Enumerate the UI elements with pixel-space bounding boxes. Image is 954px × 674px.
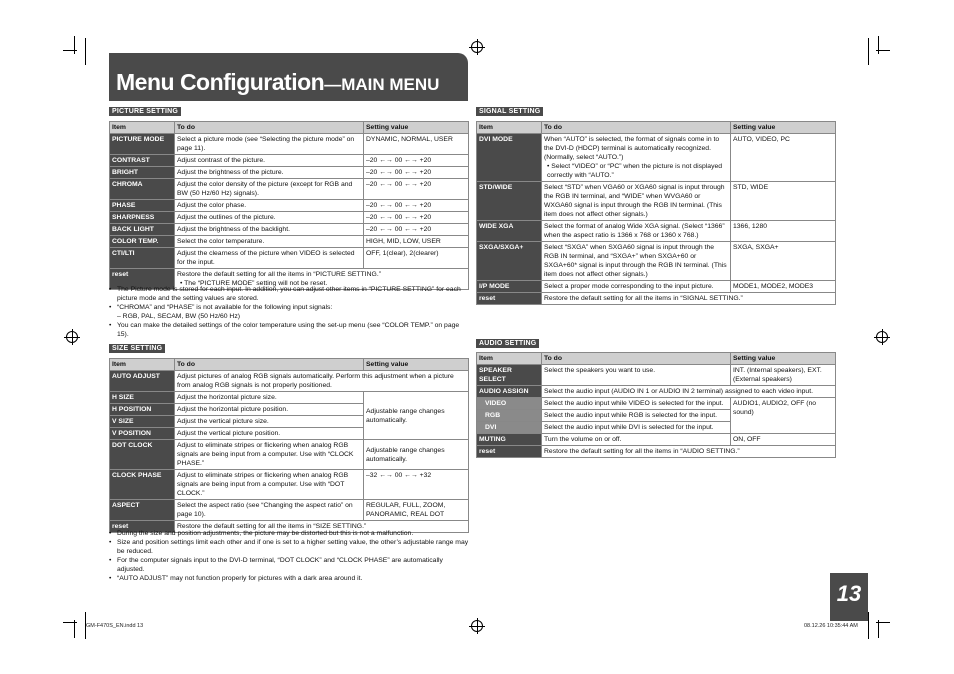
row-value: REGULAR, FULL, ZOOM, PANORAMIC, REAL DOT [364, 500, 469, 521]
row-value: INT. (Internal speakers), EXT. (External speakers) [731, 365, 836, 386]
table-row [477, 134, 836, 182]
picture-setting-tag: PICTURE SETTING [109, 107, 181, 116]
table-row [110, 236, 469, 248]
title-main: Menu Configuration [116, 69, 325, 95]
table-row [110, 179, 469, 200]
row-todo: Turn the volume on or off. [542, 434, 731, 446]
crop-mark [868, 38, 869, 65]
row-item: BRIGHT [110, 167, 175, 179]
row-todo: Adjust the color phase. [175, 200, 364, 212]
row-item: PICTURE MODE [110, 134, 175, 155]
row-todo: Select a proper mode corresponding to the input picture. [542, 281, 731, 293]
row-value: Adjustable range changes automatically. [364, 440, 469, 470]
header-item: Item [477, 353, 542, 365]
picture-notes [109, 285, 468, 339]
row-item: reset [477, 293, 542, 305]
reset-note: • The “PICTURE MODE” setting will not be reset. [180, 280, 328, 287]
row-value: AUDIO1, AUDIO2, OFF (no sound) [731, 398, 836, 434]
row-value: ON, OFF [731, 434, 836, 446]
row-value: HIGH, MID, LOW, USER [364, 236, 469, 248]
registration-mark-icon [66, 331, 78, 343]
row-todo [542, 134, 731, 182]
row-item: SPEAKER SELECT [477, 365, 542, 386]
note: • Size and position settings limit each other and if one is set to a higher setting value, the other’s adjustable range may be reduced. [109, 538, 471, 556]
row-item: DVI [477, 422, 542, 434]
row-item: CONTRAST [110, 155, 175, 167]
header-todo: To do [542, 122, 731, 134]
row-todo: Adjust contrast of the picture. [175, 155, 364, 167]
page-title [109, 53, 468, 101]
table-row [477, 365, 836, 386]
row-todo: Restore the default setting for all the items in “SIZE SETTING.” [175, 521, 469, 533]
table-row [110, 440, 469, 470]
row-todo: Adjust the horizontal picture position. [175, 404, 364, 416]
row-value: OFF, 1(clear), 2(clearer) [364, 248, 469, 269]
header-item: Item [110, 359, 175, 371]
title-sub: —MAIN MENU [324, 75, 440, 94]
footer-file: GM-F470S_EN.indd 13 [86, 623, 144, 629]
row-todo: Select the aspect ratio (see “Changing the aspect ratio” on page 10). [175, 500, 364, 521]
row-item: BACK LIGHT [110, 224, 175, 236]
row-item: DVI MODE [477, 134, 542, 182]
row-todo: Adjust to eliminate stripes or flickering when analog RGB signals are being input from a computer. Use with “CLOCK PHASE.” [175, 440, 364, 470]
reset-note-text: The “PICTURE MODE” setting will not be reset. [184, 280, 328, 287]
crop-mark [74, 620, 75, 638]
row-item: CHROMA [110, 179, 175, 200]
registration-mark-icon [471, 41, 483, 53]
header-value: Setting value [731, 353, 836, 365]
table-row [477, 398, 836, 410]
table-row [110, 248, 469, 269]
note: • The Picture mode is stored for each input. In addition, you can adjust other items in “PICTURE SETTING” for each picture mode and the setting values are stored. [109, 285, 468, 303]
row-todo-text: When “AUTO” is selected, the format of signals come in to the DVI-D (HDCP) terminal is automatically recognized. (Normally, select “AUTO.”) [544, 136, 720, 161]
row-value: AUTO, VIDEO, PC [731, 134, 836, 182]
row-todo: Adjust the outlines of the picture. [175, 212, 364, 224]
table-row [110, 212, 469, 224]
size-setting-table [109, 358, 469, 533]
row-item: CTI/LTI [110, 248, 175, 269]
row-todo: Select the format of analog Wide XGA signal. (Select “1366” when the aspect ratio is 1366 x 768 or 1360 x 768.) [542, 221, 731, 242]
table-row [477, 182, 836, 221]
row-todo: Adjust pictures of analog RGB signals automatically. Perform this adjustment when a picture from analog RGB signals is not properly positioned. [175, 371, 469, 392]
row-item: VIDEO [477, 398, 542, 410]
table-row [110, 224, 469, 236]
row-item: COLOR TEMP. [110, 236, 175, 248]
table-row [110, 134, 469, 155]
table-row [477, 386, 836, 398]
row-value: MODE1, MODE2, MODE3 [731, 281, 836, 293]
note: • For the computer signals input to the DVI-D terminal, “DOT CLOCK” and “CLOCK PHASE” are automatically adjusted. [109, 556, 471, 574]
row-item: SHARPNESS [110, 212, 175, 224]
note-text: “CHROMA” and “PHASE” is not available for the following input signals: [117, 304, 333, 311]
row-item: ASPECT [110, 500, 175, 521]
row-todo: Select the audio input while RGB is selected for the input. [542, 410, 731, 422]
row-item: CLOCK PHASE [110, 470, 175, 500]
row-todo: Adjust the color density of the picture (except for RGB and BW (50 Hz/60 Hz) signals). [175, 179, 364, 200]
row-value: –32 ←→ 00 ←→ +32 [364, 470, 469, 500]
row-todo: Adjust the brightness of the backlight. [175, 224, 364, 236]
crop-mark [74, 36, 75, 54]
row-item: MUTING [477, 434, 542, 446]
table-row [477, 434, 836, 446]
row-item: H POSITION [110, 404, 175, 416]
table-row [477, 293, 836, 305]
registration-mark-icon [471, 620, 483, 632]
row-todo: Select the audio input while VIDEO is selected for the input. [542, 398, 731, 410]
row-value: 1366, 1280 [731, 221, 836, 242]
row-value: Adjustable range changes automatically. [364, 392, 469, 440]
header-todo: To do [175, 122, 364, 134]
reset-todo: Restore the default setting for all the items in “PICTURE SETTING.” [177, 271, 381, 278]
table-row [110, 470, 469, 500]
row-item: I/P MODE [477, 281, 542, 293]
row-value: –20 ←→ 00 ←→ +20 [364, 200, 469, 212]
row-item: AUTO ADJUST [110, 371, 175, 392]
note: • You can make the detailed settings of the color temperature using the set-up menu (see “COLOR TEMP.” on page 15). [109, 321, 468, 339]
row-todo: Select “SXGA” when SXGA60 signal is input through the RGB IN terminal, and “SXGA+” when SXGA+60 or SXGA+60* signal is input through the RGB IN terminal. (This item does not affect other signals.) [542, 242, 731, 281]
row-note: • Select “VIDEO” or “PC” when the picture is not displayed correctly with “AUTO.” [547, 163, 723, 179]
table-row [110, 371, 469, 392]
row-todo: Restore the default setting for all the items in “AUDIO SETTING.” [542, 446, 836, 458]
size-setting-tag: SIZE SETTING [109, 344, 165, 353]
row-todo: Adjust the vertical picture size. [175, 416, 364, 428]
row-todo: Restore the default setting for all the items in “SIGNAL SETTING.” [542, 293, 836, 305]
table-row [477, 446, 836, 458]
crop-mark [878, 620, 879, 638]
header-item: Item [477, 122, 542, 134]
row-todo: Adjust to eliminate stripes or flickering when analog RGB signals are being input from a computer. Use with “DOT CLOCK.” [175, 470, 364, 500]
table-row [110, 500, 469, 521]
row-item: SXGA/SXGA+ [477, 242, 542, 281]
registration-mark-icon [876, 331, 888, 343]
row-todo: Select “STD” when VGA60 or XGA60 signal is input through the RGB IN terminal, and “WIDE” when WVGA60 or WXGA60 signal is input through the RGB IN terminal. (This item does not affect other signals.) [542, 182, 731, 221]
table-row [477, 242, 836, 281]
row-todo: Select the color temperature. [175, 236, 364, 248]
audio-setting-table [476, 352, 836, 458]
row-item: reset [110, 521, 175, 533]
row-todo: Select the audio input while DVI is selected for the input. [542, 422, 731, 434]
row-todo: Adjust the brightness of the picture. [175, 167, 364, 179]
row-item: STD/WIDE [477, 182, 542, 221]
table-row [110, 200, 469, 212]
row-todo: Select a picture mode (see “Selecting the picture mode” on page 11). [175, 134, 364, 155]
row-note-text: Select “VIDEO” or “PC” when the picture is not displayed correctly with “AUTO.” [547, 163, 723, 179]
row-item: DOT CLOCK [110, 440, 175, 470]
row-todo: Select the speakers you want to use. [542, 365, 731, 386]
page-number: 13 [830, 573, 868, 621]
header-value: Setting value [364, 122, 469, 134]
header-value: Setting value [364, 359, 469, 371]
row-item: PHASE [110, 200, 175, 212]
note-sub: – RGB, PAL, SECAM, BW (50 Hz/60 Hz) [117, 313, 241, 320]
row-item: H SIZE [110, 392, 175, 404]
row-item: RGB [477, 410, 542, 422]
row-value: –20 ←→ 00 ←→ +20 [364, 155, 469, 167]
row-value: STD, WIDE [731, 182, 836, 221]
row-value: –20 ←→ 00 ←→ +20 [364, 224, 469, 236]
row-todo: Select the audio input (AUDIO IN 1 or AUDIO IN 2 terminal) assigned to each video input. [542, 386, 836, 398]
table-row [477, 281, 836, 293]
signal-setting-tag: SIGNAL SETTING [476, 107, 543, 116]
row-value: DYNAMIC, NORMAL, USER [364, 134, 469, 155]
crop-mark [878, 36, 879, 54]
row-item: V POSITION [110, 428, 175, 440]
row-value: –20 ←→ 00 ←→ +20 [364, 212, 469, 224]
row-todo: Adjust the horizontal picture size. [175, 392, 364, 404]
row-item: AUDIO ASSIGN [477, 386, 542, 398]
table-row [110, 392, 469, 404]
note: • During the size and position adjustments, the picture may be distorted but this is not a malfunction. [109, 529, 471, 538]
row-todo: Adjust the vertical picture position. [175, 428, 364, 440]
row-value: SXGA, SXGA+ [731, 242, 836, 281]
row-todo: Adjust the clearness of the picture when VIDEO is selected for the input. [175, 248, 364, 269]
footer-timestamp: 08.12.26 10:35:44 AM [804, 623, 858, 629]
size-notes [109, 529, 471, 583]
signal-setting-table [476, 121, 836, 305]
crop-mark [85, 38, 86, 65]
header-todo: To do [542, 353, 731, 365]
note: • “AUTO ADJUST” may not function properly for pictures with a dark area around it. [109, 574, 471, 583]
row-item: V SIZE [110, 416, 175, 428]
header-value: Setting value [731, 122, 836, 134]
row-value: –20 ←→ 00 ←→ +20 [364, 179, 469, 200]
row-item: reset [110, 269, 175, 290]
table-row [110, 167, 469, 179]
header-item: Item [110, 122, 175, 134]
note [109, 303, 468, 321]
header-todo: To do [175, 359, 364, 371]
table-row [110, 155, 469, 167]
row-item: WIDE XGA [477, 221, 542, 242]
table-row [477, 221, 836, 242]
row-value: –20 ←→ 00 ←→ +20 [364, 167, 469, 179]
audio-setting-tag: AUDIO SETTING [476, 339, 539, 348]
crop-mark [868, 612, 869, 639]
row-item: reset [477, 446, 542, 458]
picture-setting-table [109, 121, 469, 290]
